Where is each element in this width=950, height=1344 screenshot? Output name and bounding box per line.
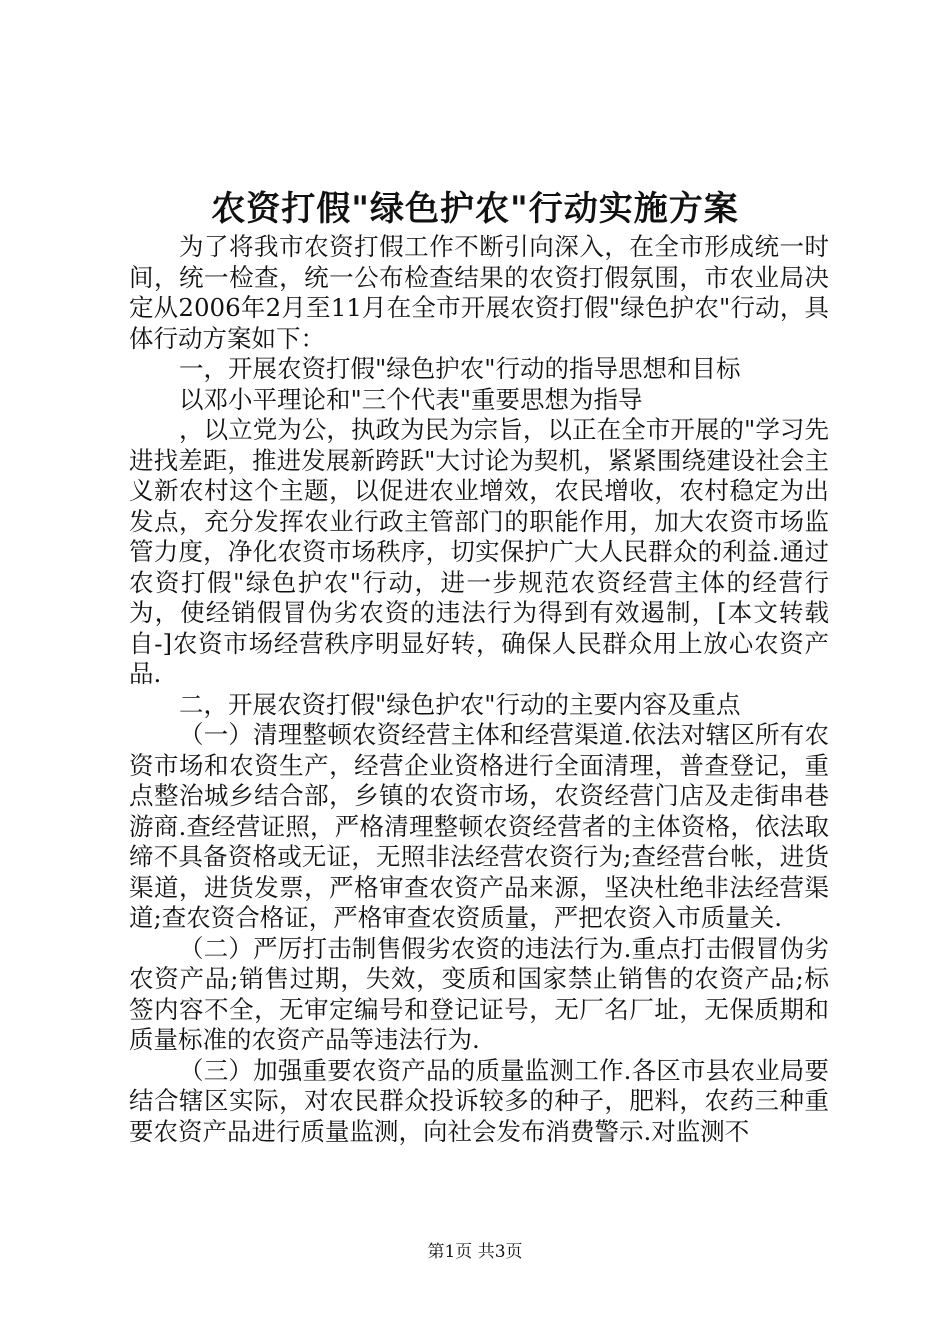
- paragraph-guiding-line: 以邓小平理论和"三个代表"重要思想为指导: [179, 384, 643, 414]
- paragraph-intro: 为了将我市农资打假工作不断引向深入，在全市形成统一时间，统一检查，统一公布检查结果的农资打假氛围，市农业局决定从2006年2月至11月在全市开展农资打假"绿色护农"行动，具体行动方案如下：: [129, 232, 829, 353]
- section-heading-2: 二，开展农资打假"绿色护农"行动的主要内容及重点: [179, 689, 741, 719]
- paragraph-guiding-body: ，以立党为公，执政为民为宗旨，以正在全市开展的"学习先进找差距，推进发展新跨跃"大讨论为契机，紧紧围绕建设社会主义新农村这个主题，以促进农业增效，农民增收，农村稳定为出发点，充分发挥农业行政主管部门的职能作用，加大农资市场监管力度，净化农资市场秩序，切实保护广大人民群众的利益.通过农资打假"绿色护农"行动，进一步规范农资经营主体的经营行为，使经销假冒伪劣农资的违法行为得到有效遏制，[本文转载自-]农资市场经营秩序明显好转，确保人民群众用上放心农资产品.: [129, 415, 829, 688]
- paragraph-item-3: （三）加强重要农资产品的质量监测工作.各区市县农业局要结合辖区实际，对农民群众投诉较多的种子，肥料，农药三种重要农资产品进行质量监测，向社会发布消费警示.对监测不: [129, 1055, 829, 1146]
- document-body: [129, 232, 829, 1147]
- paragraph-item-2: （二）严厉打击制售假劣农资的违法行为.重点打击假冒伪劣农资产品;销售过期，失效，变质和国家禁止销售的农资产品;标签内容不全，无审定编号和登记证号，无厂名厂址，无保质期和质量标准的农资产品等违法行为.: [129, 933, 829, 1054]
- section-heading-1: 一，开展农资打假"绿色护农"行动的指导思想和目标: [179, 354, 741, 383]
- document-title: 农资打假"绿色护农"行动实施方案: [211, 189, 739, 229]
- paragraph-item-1: （一）清理整顿农资经营主体和经营渠道.依法对辖区所有农资市场和农资生产，经营企业资格进行全面清理，普查登记，重点整治城乡结合部，乡镇的农资市场，农资经营门店及走街串巷游商.查经营证照，严格清理整顿农资经营者的主体资格，依法取缔不具备资格或无证，无照非法经营农资行为;查经营台帐，进货渠道，进货发票，严格审查农资产品来源，坚决杜绝非法经营渠道;查农资合格证，严格审查农资质量，严把农资入市质量关.: [129, 720, 829, 932]
- page-footer: 第1页 共3页: [427, 1242, 523, 1262]
